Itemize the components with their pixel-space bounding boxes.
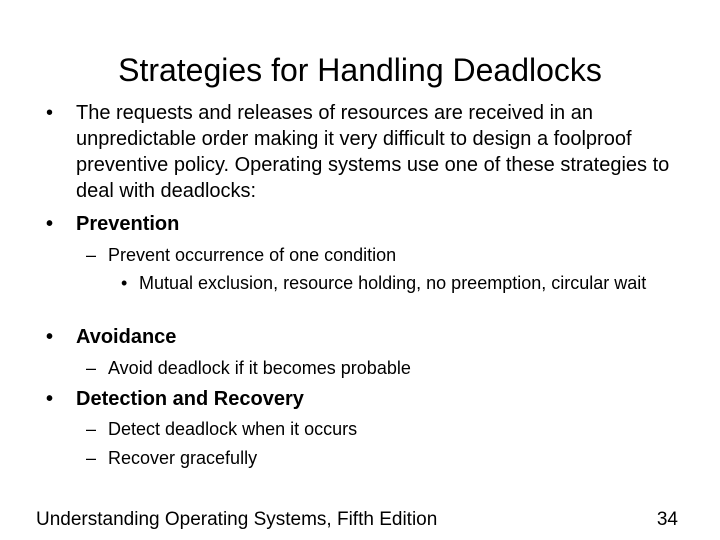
prevention-heading: • Prevention <box>76 211 676 237</box>
slide-title: Strategies for Handling Deadlocks <box>118 52 602 88</box>
detection-sub-bullet-1: – Detect deadlock when it occurs <box>108 417 668 441</box>
detection-heading: • Detection and Recovery <box>76 386 676 412</box>
detection-sub-bullet-2: – Recover gracefully <box>108 446 668 470</box>
page-number: 34 <box>656 509 678 530</box>
avoidance-heading: • Avoidance <box>76 324 676 350</box>
avoidance-sub-bullet: – Avoid deadlock if it becomes probable <box>108 356 668 380</box>
prevention-detail-bullet: • Mutual exclusion, resource holding, no preemption, circular wait <box>139 269 669 297</box>
footer-text: Understanding Operating Systems, Fifth Edition <box>36 509 438 530</box>
prevention-sub-bullet: – Prevent occurrence of one condition <box>108 243 668 267</box>
intro-bullet: • The requests and releases of resources are received in an unpredictable order making it very difficult to design a foolproof preventive policy. Operating systems use one of these strategies to deal with deadlocks: <box>76 100 676 204</box>
